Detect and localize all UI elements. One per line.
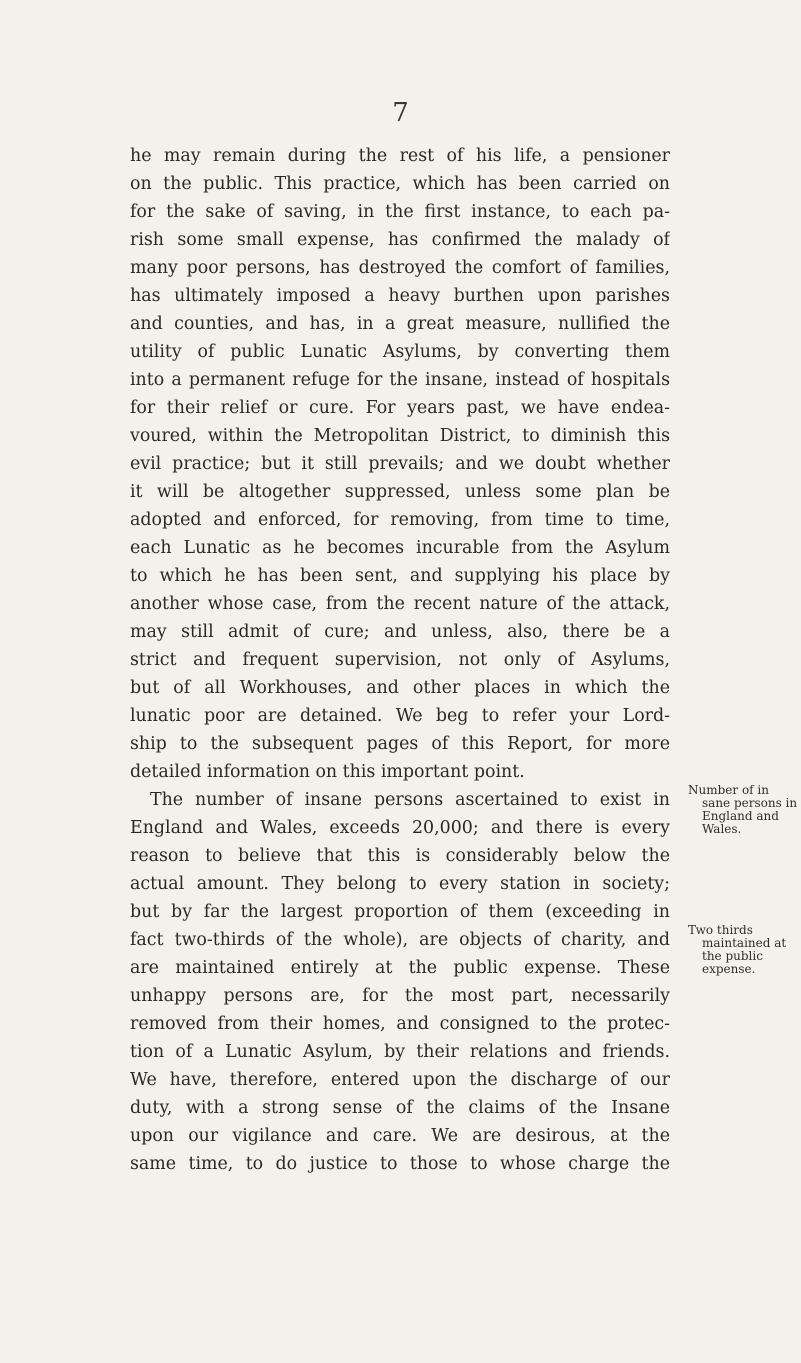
text-line: many poor persons, has destroyed the comfort of families, xyxy=(130,258,670,278)
sidenote-two-thirds xyxy=(688,924,798,976)
text-line: same time, to do justice to those to whose charge the xyxy=(130,1154,670,1174)
text-line: he may remain during the rest of his life, a pensioner xyxy=(130,146,670,166)
text-line: each Lunatic as he becomes incurable from the Asylum xyxy=(130,538,670,558)
text-line: adopted and enforced, for removing, from time to time, xyxy=(130,510,670,530)
text-line: to which he has been sent, and supplying his place by xyxy=(130,566,670,586)
text-line: voured, within the Metropolitan District, to diminish this xyxy=(130,426,670,446)
text-line: lunatic poor are detained. We beg to refer your Lord- xyxy=(130,706,670,726)
sidenote-line: sane persons in xyxy=(702,796,798,810)
text-line: ship to the subsequent pages of this Report, for more xyxy=(130,734,670,754)
text-line: another whose case, from the recent nature of the attack, xyxy=(130,594,670,614)
text-line: evil practice; but it still prevails; and we doubt whether xyxy=(130,454,670,474)
text-line: duty, with a strong sense of the claims of the Insane xyxy=(130,1098,670,1118)
text-line: has ultimately imposed a heavy burthen upon parishes xyxy=(130,286,670,306)
text-line: but by far the largest proportion of them (exceeding in xyxy=(130,902,670,922)
text-line: tion of a Lunatic Asylum, by their relations and friends. xyxy=(130,1042,670,1062)
text-line: it will be altogether suppressed, unless some plan be xyxy=(130,482,670,502)
sidenote-line: the public xyxy=(702,949,763,963)
text-line: unhappy persons are, for the most part, necessarily xyxy=(130,986,670,1006)
text-line: removed from their homes, and consigned to the protec- xyxy=(130,1014,670,1034)
text-line: We have, therefore, entered upon the discharge of our xyxy=(130,1070,670,1090)
body-text xyxy=(130,142,670,1178)
text-line: upon our vigilance and care. We are desirous, at the xyxy=(130,1126,670,1146)
sidenote-line: Two thirds xyxy=(688,923,753,937)
text-line: but of all Workhouses, and other places in which the xyxy=(130,678,670,698)
text-line: for their relief or cure. For years past, we have endea- xyxy=(130,398,670,418)
text-line: rish some small expense, has confirmed the malady of xyxy=(130,230,670,250)
text-line: detailed information on this important point. xyxy=(130,762,525,782)
sidenote-line: expense. xyxy=(702,962,756,976)
text-line: on the public. This practice, which has been carried on xyxy=(130,174,670,194)
text-line: reason to believe that this is considerably below the xyxy=(130,846,670,866)
sidenote-line: Wales. xyxy=(702,822,742,836)
sidenote-line: England and xyxy=(702,809,779,823)
text-line: The number of insane persons ascertained to exist in xyxy=(150,790,670,810)
sidenote-line: maintained at xyxy=(702,936,787,950)
text-line: strict and frequent supervision, not only of Asylums, xyxy=(130,650,670,670)
page-number: 7 xyxy=(392,98,409,128)
text-line: fact two-thirds of the whole), are objects of charity, and xyxy=(130,930,670,950)
text-line: actual amount. They belong to every station in society; xyxy=(130,874,670,894)
text-line: are maintained entirely at the public expense. These xyxy=(130,958,670,978)
text-line: and counties, and has, in a great measure, nullified the xyxy=(130,314,670,334)
text-line: utility of public Lunatic Asylums, by converting them xyxy=(130,342,670,362)
text-line: for the sake of saving, in the first instance, to each pa- xyxy=(130,202,670,222)
sidenote-number-of-insane xyxy=(688,784,798,836)
text-line: into a permanent refuge for the insane, instead of hospitals xyxy=(130,370,670,390)
text-line: England and Wales, exceeds 20,000; and there is every xyxy=(130,818,670,838)
text-line: may still admit of cure; and unless, also, there be a xyxy=(130,622,670,642)
sidenote-line: Number of in xyxy=(688,783,769,797)
